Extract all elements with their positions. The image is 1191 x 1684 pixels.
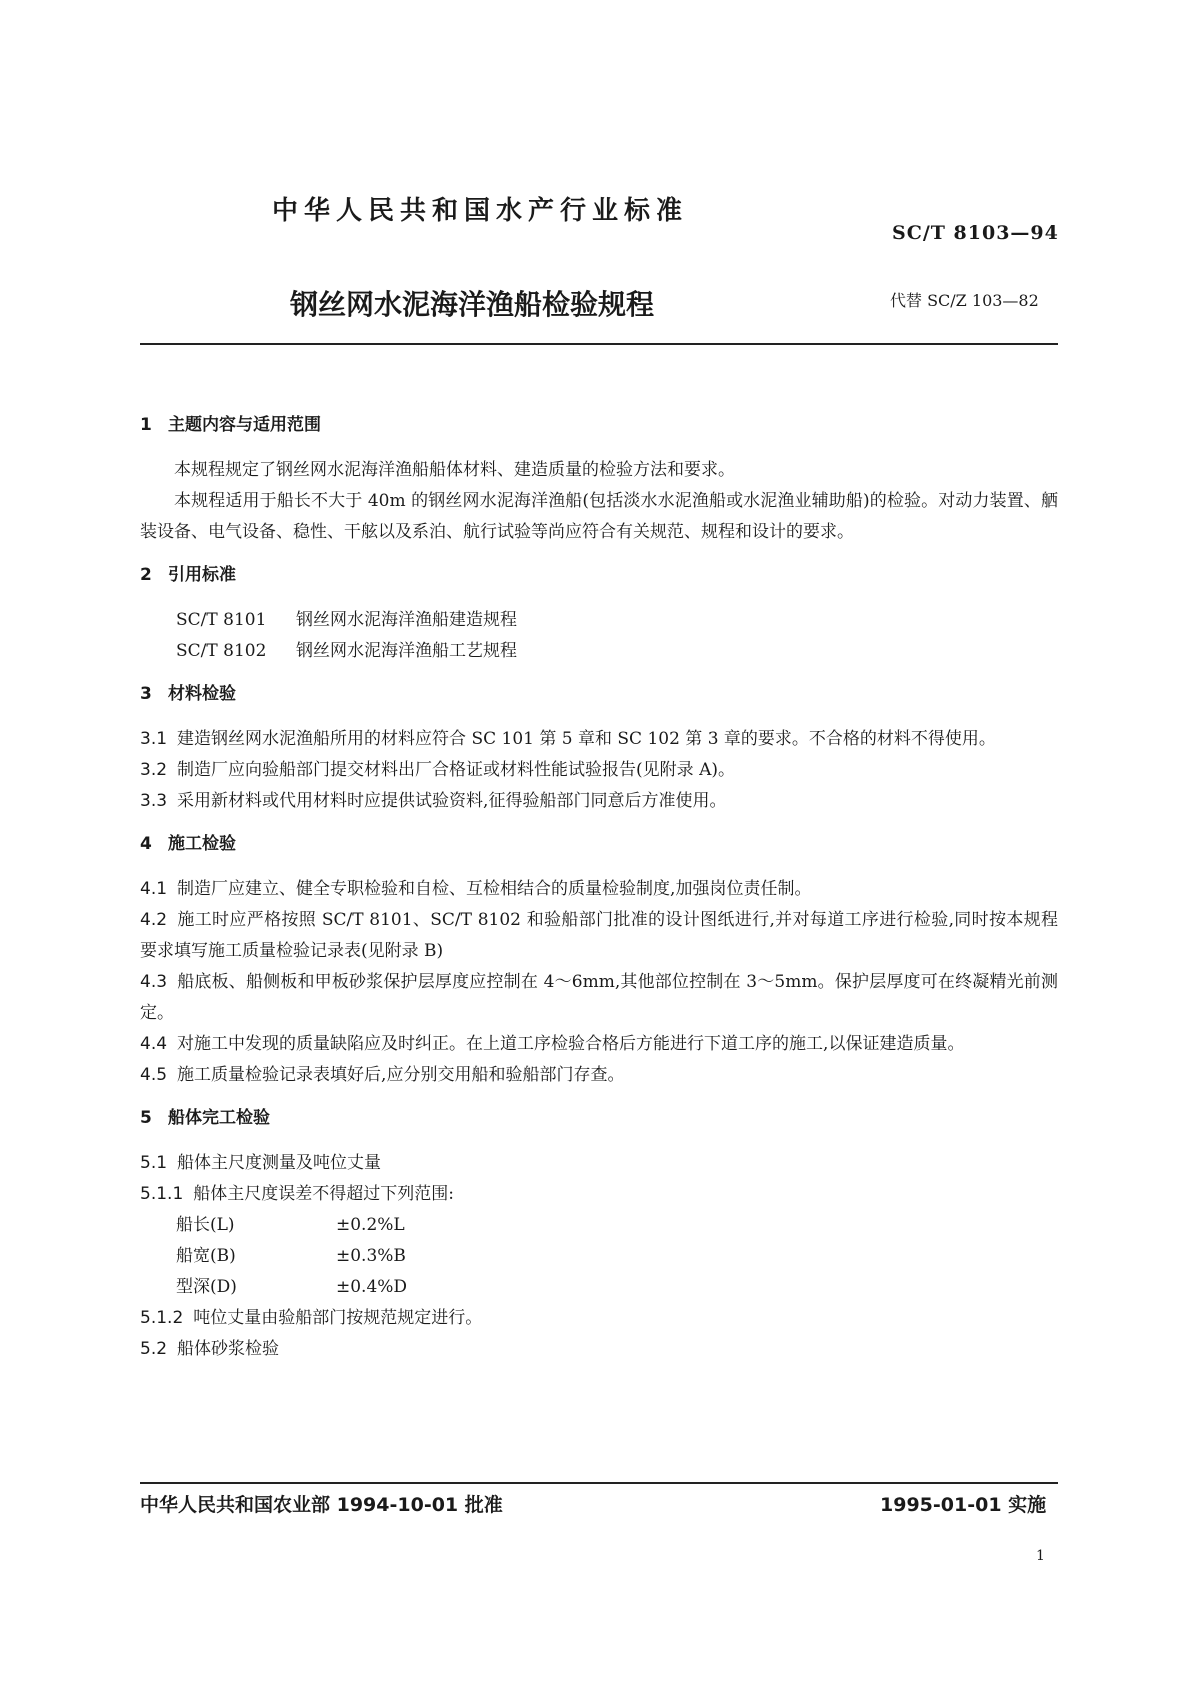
section-title: 施工检验 (168, 834, 236, 854)
approval-line: 中华人民共和国农业部 1994-10-01 批准 (140, 1494, 503, 1516)
section-4-heading (140, 829, 1058, 860)
reference-item (140, 605, 1058, 636)
clause-number: 3.1 (140, 729, 168, 749)
section-number: 2 (140, 565, 152, 585)
clause (140, 755, 1058, 786)
clause (140, 1029, 1058, 1060)
clause (140, 1148, 1058, 1179)
clause-text: 船体主尺度测量及吨位丈量 (177, 1153, 382, 1173)
clause-text: 建造钢丝网水泥渔船所用的材料应符合 SC 101 第 5 章和 SC 102 第 3 章的要求。不合格的材料不得使用。 (177, 729, 996, 749)
clause (140, 786, 1058, 817)
clause-number: 3.3 (140, 791, 168, 811)
section-title: 船体完工检验 (168, 1108, 270, 1128)
clause (140, 1179, 1058, 1210)
section-4-body (140, 874, 1058, 1091)
clause (140, 905, 1058, 967)
section-1-heading (140, 410, 1058, 441)
tolerance-label: 船宽(B) (176, 1246, 236, 1266)
tolerance-label: 型深(D) (176, 1277, 237, 1297)
document-body (140, 410, 1058, 1365)
section-number: 3 (140, 684, 152, 704)
tolerance-row (140, 1272, 1058, 1303)
clause-text: 船底板、船侧板和甲板砂浆保护层厚度应控制在 4～6mm,其他部位控制在 3～5mm。保护层厚度可在终凝精光前测定。 (140, 972, 1058, 1023)
clause-number: 5.1 (140, 1153, 168, 1173)
tolerance-label: 船长(L) (176, 1215, 235, 1235)
clause-text: 吨位丈量由验船部门按规范规定进行。 (193, 1308, 483, 1328)
reference-name: 钢丝网水泥海洋渔船工艺规程 (296, 641, 517, 661)
clause-text: 采用新材料或代用材料时应提供试验资料,征得验船部门同意后方准使用。 (177, 791, 727, 811)
clause-number: 5.2 (140, 1339, 168, 1359)
section-5-body (140, 1148, 1058, 1365)
reference-item (140, 636, 1058, 667)
clause-number: 4.5 (140, 1065, 168, 1085)
document-title: 钢丝网水泥海洋渔船检验规程 (290, 288, 655, 321)
section-5-heading (140, 1103, 1058, 1134)
reference-code: SC/T 8101 (176, 610, 267, 630)
paragraph: 本规程适用于船长不大于 40m 的钢丝网水泥海洋渔船(包括淡水水泥渔船或水泥渔业辅助船)的检验。对动力装置、舾装设备、电气设备、稳性、干舷以及系泊、航行试验等尚应符合有关规范、规程和设计的要求。 (140, 491, 1058, 542)
clause-text: 制造厂应建立、健全专职检验和自检、互检相结合的质量检验制度,加强岗位责任制。 (177, 879, 812, 899)
org-title: 中华人民共和国水产行业标准 (272, 196, 689, 226)
reference-list (140, 605, 1058, 667)
reference-code: SC/T 8102 (176, 641, 267, 661)
tolerance-value: ±0.4%D (336, 1277, 408, 1297)
section-title: 主题内容与适用范围 (168, 415, 321, 435)
section-title: 引用标准 (168, 565, 236, 585)
section-number: 4 (140, 834, 152, 854)
clause (140, 1303, 1058, 1334)
tolerance-value: ±0.2%L (336, 1215, 405, 1235)
page-number: 1 (1036, 1548, 1045, 1564)
tolerance-row (140, 1210, 1058, 1241)
clause-number: 5.1.2 (140, 1308, 184, 1328)
footer-divider (140, 1482, 1058, 1484)
replaces-standard: 代替 SC/Z 103—82 (890, 291, 1039, 310)
section-title: 材料检验 (168, 684, 236, 704)
clause (140, 967, 1058, 1029)
section-number: 5 (140, 1108, 152, 1128)
clause (140, 874, 1058, 905)
clause-number: 3.2 (140, 760, 168, 780)
clause (140, 724, 1058, 755)
clause-text: 制造厂应向验船部门提交材料出厂合格证或材料性能试验报告(见附录 A)。 (177, 760, 735, 780)
reference-name: 钢丝网水泥海洋渔船建造规程 (296, 610, 517, 630)
clause-number: 4.1 (140, 879, 168, 899)
clause (140, 1334, 1058, 1365)
standard-code: SC/T 8103—94 (892, 222, 1059, 244)
clause-text: 船体主尺度误差不得超过下列范围: (193, 1184, 454, 1204)
tolerance-value: ±0.3%B (336, 1246, 406, 1266)
paragraph: 本规程规定了钢丝网水泥海洋渔船船体材料、建造质量的检验方法和要求。 (174, 460, 735, 480)
clause-number: 4.3 (140, 972, 168, 992)
section-3-body (140, 724, 1058, 817)
clause-text: 船体砂浆检验 (177, 1339, 280, 1359)
clause-number: 5.1.1 (140, 1184, 184, 1204)
clause (140, 1060, 1058, 1091)
section-2-heading (140, 560, 1058, 591)
implementation-date: 1995-01-01 实施 (880, 1494, 1047, 1516)
section-3-heading (140, 679, 1058, 710)
clause-text: 施工时应严格按照 SC/T 8101、SC/T 8102 和验船部门批准的设计图纸进行,并对每道工序进行检验,同时按本规程要求填写施工质量检验记录表(见附录 B) (140, 910, 1058, 961)
header-divider (140, 343, 1058, 345)
clause-number: 4.2 (140, 910, 168, 930)
clause-text: 施工质量检验记录表填好后,应分别交用船和验船部门存查。 (177, 1065, 625, 1085)
clause-number: 4.4 (140, 1034, 168, 1054)
tolerance-row (140, 1241, 1058, 1272)
clause-text: 对施工中发现的质量缺陷应及时纠正。在上道工序检验合格后方能进行下道工序的施工,以保证建造质量。 (177, 1034, 965, 1054)
section-number: 1 (140, 415, 152, 435)
section-1-body (140, 455, 1058, 548)
